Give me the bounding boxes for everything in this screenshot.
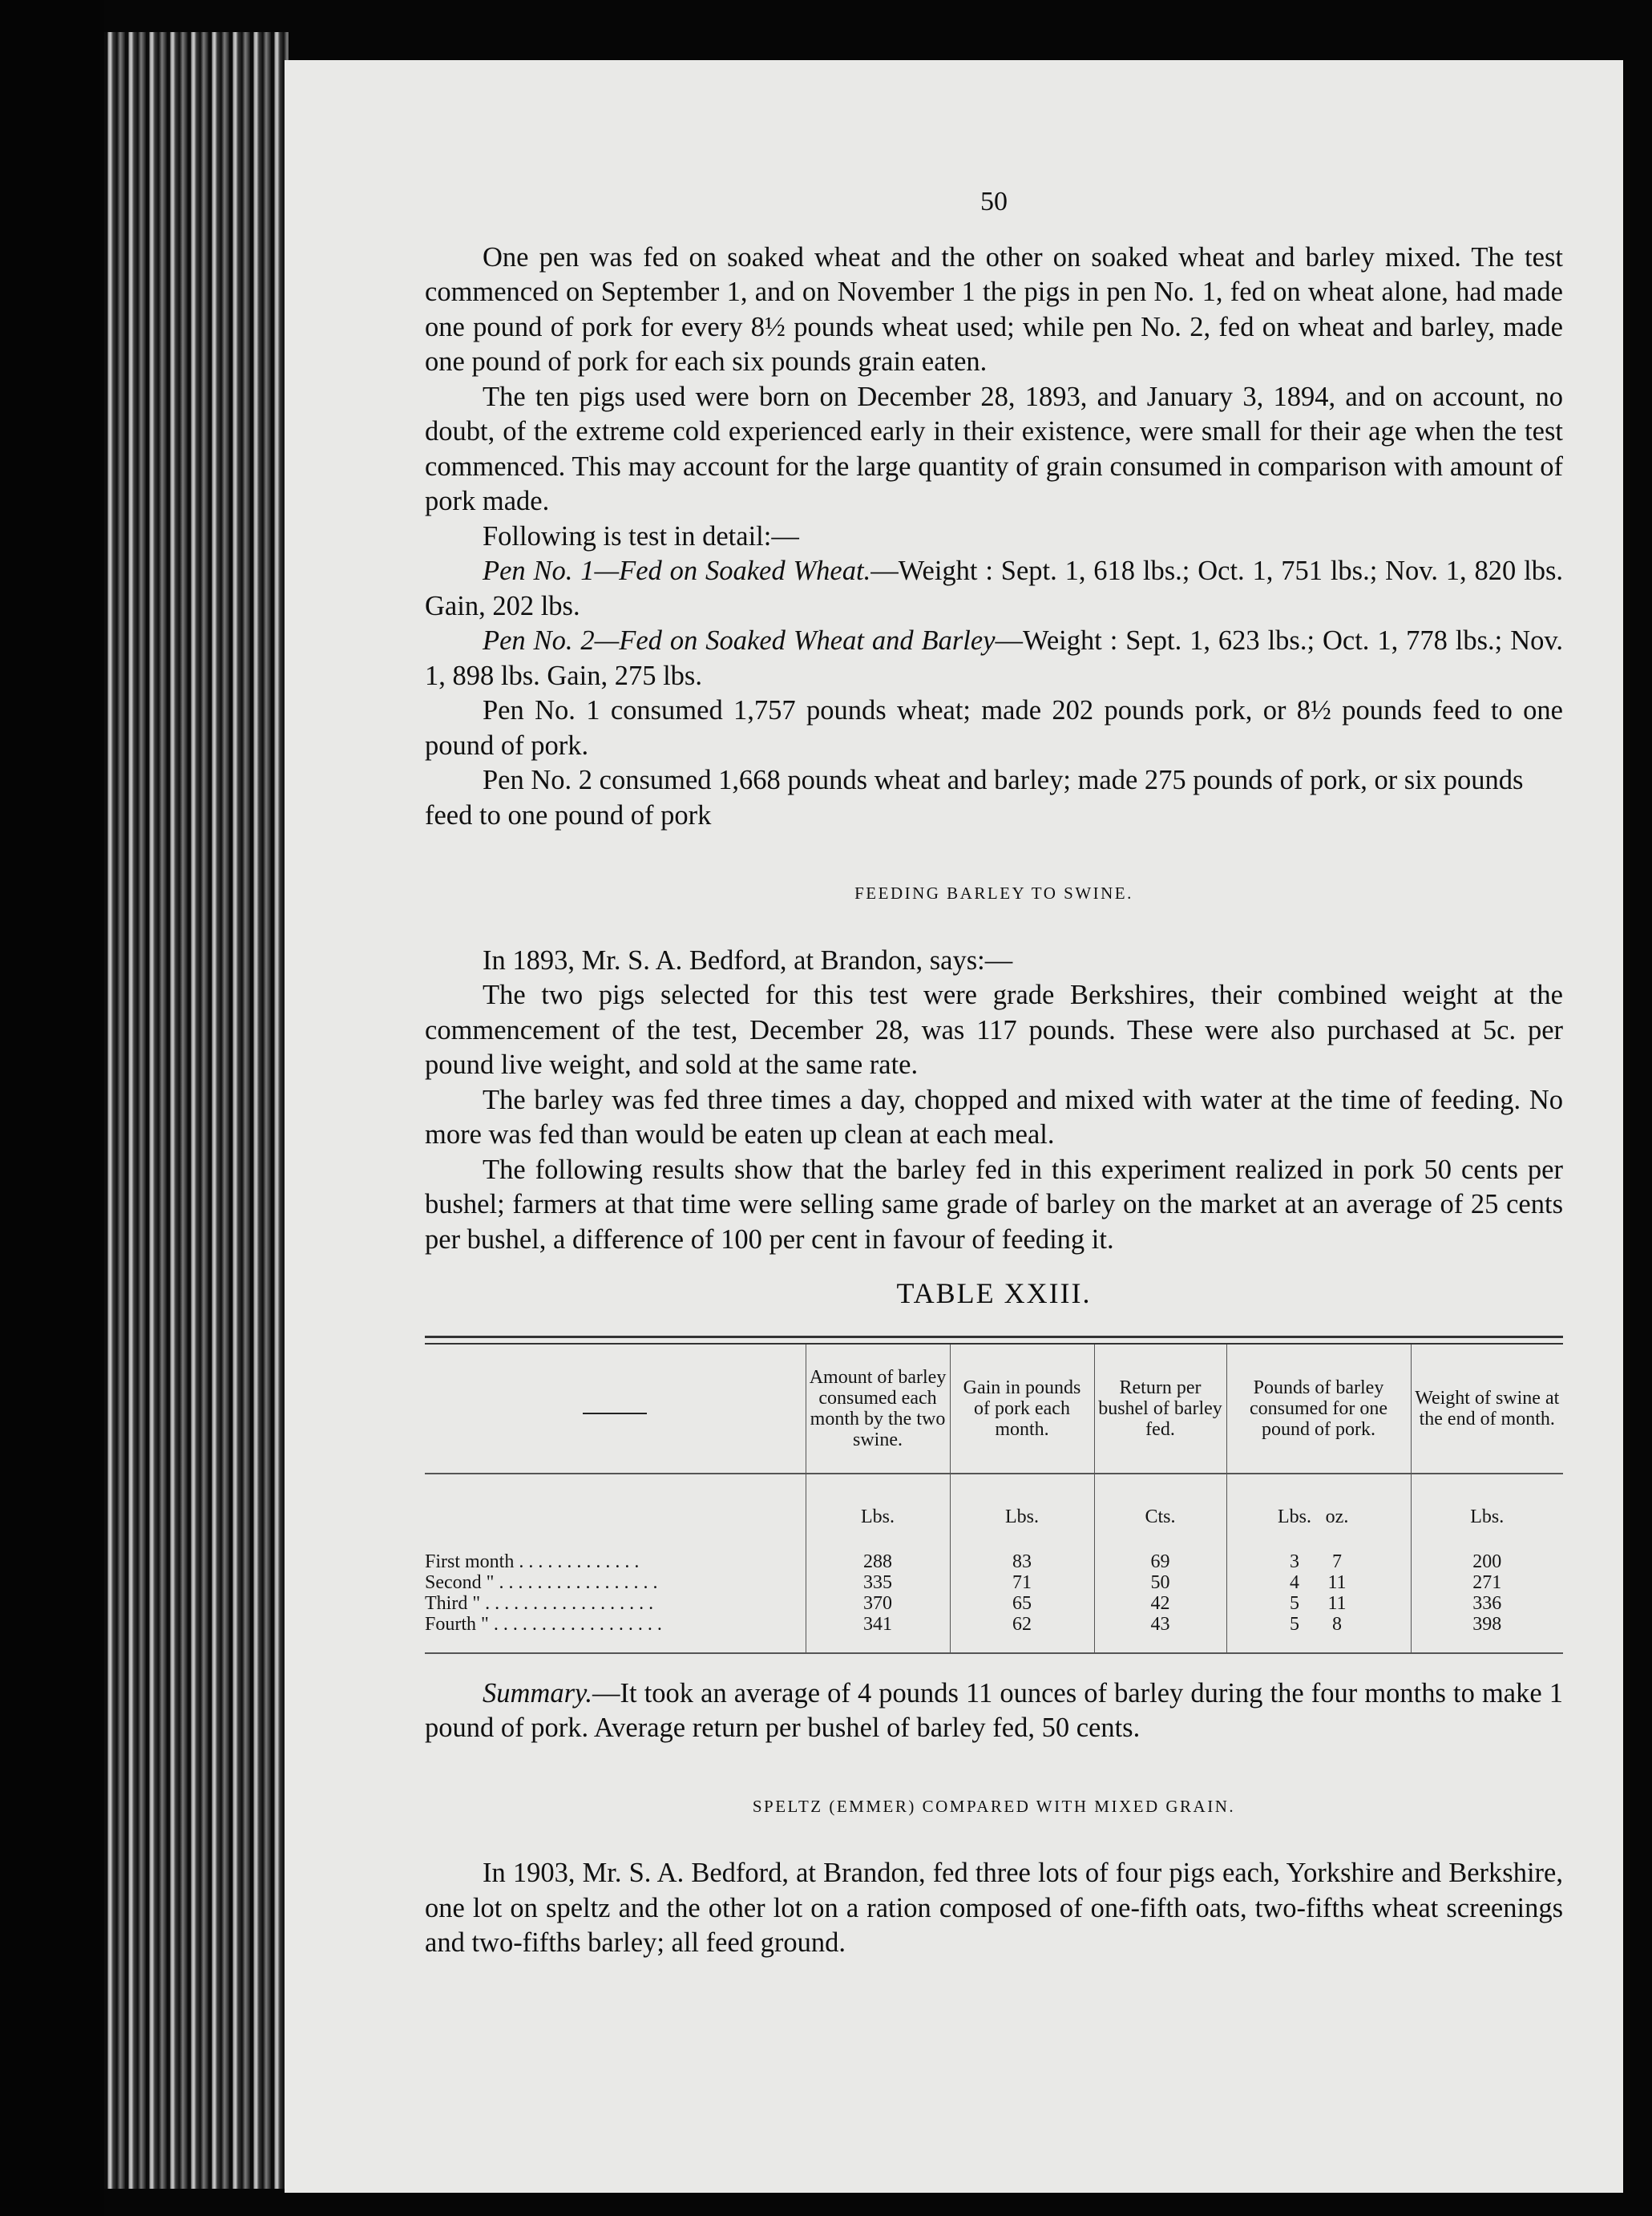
page-edges bbox=[104, 32, 289, 2189]
unit-lbs: Lbs. bbox=[1278, 1506, 1311, 1527]
table-top-rule bbox=[425, 1336, 1563, 1345]
leader-dots: .................. bbox=[493, 1613, 667, 1635]
cell-weight: 398 bbox=[1411, 1614, 1563, 1653]
cell-gain: 71 bbox=[950, 1572, 1094, 1593]
page-number: 50 bbox=[980, 187, 1008, 216]
section-heading: FEEDING BARLEY TO SWINE. bbox=[854, 884, 1133, 903]
table-header-row bbox=[425, 1345, 1563, 1474]
row-label: Third " bbox=[425, 1592, 481, 1614]
unit-oz: oz. bbox=[1325, 1506, 1349, 1527]
cell-weight: 336 bbox=[1411, 1593, 1563, 1614]
paragraph: Following is test in detail:— bbox=[483, 520, 799, 552]
summary-label: Summary. bbox=[483, 1677, 593, 1709]
cell-return: 43 bbox=[1094, 1614, 1226, 1653]
summary-paragraph bbox=[425, 1676, 1563, 1746]
stub-header bbox=[425, 1345, 806, 1474]
cell-barley: 288 bbox=[806, 1551, 950, 1572]
row-label: Second " bbox=[425, 1571, 495, 1593]
units-row bbox=[425, 1474, 1563, 1551]
paragraph: In 1893, Mr. S. A. Bedford, at Brandon, says:— bbox=[483, 944, 1013, 976]
paragraph: The two pigs selected for this test were grade Berkshires, their combined weight at the commencement of the test, December 28, was 117 pounds. These were also purchased at 5c. per pound live weight, and sold at the same rate. bbox=[425, 980, 1563, 1080]
column-header: Amount of barley consumed each month by the two swine. bbox=[806, 1345, 950, 1474]
paragraph: In 1903, Mr. S. A. Bedford, at Brandon, fed three lots of four pigs each, Yorkshire and Berkshire, one lot on speltz and the other lot on a ration composed of one-fifth oats, two-fifths wheat screenings and two-fifths barley; all feed ground. bbox=[425, 1858, 1563, 1958]
units-stub bbox=[425, 1474, 806, 1551]
section-heading: SPELTZ (EMMER) COMPARED WITH MIXED GRAIN. bbox=[752, 1796, 1236, 1816]
column-header: Weight of swine at the end of month. bbox=[1411, 1345, 1563, 1474]
cell-barley: 335 bbox=[806, 1572, 950, 1593]
table-title: TABLE XXIII. bbox=[896, 1277, 1092, 1309]
leader-dots: .................. bbox=[485, 1592, 659, 1614]
data-table bbox=[425, 1345, 1563, 1654]
table-row bbox=[425, 1551, 1563, 1572]
cell-gain: 83 bbox=[950, 1551, 1094, 1572]
cell-barley: 341 bbox=[806, 1614, 950, 1653]
cell-weight: 200 bbox=[1411, 1551, 1563, 1572]
cell-gain: 65 bbox=[950, 1593, 1094, 1614]
row-label: Fourth " bbox=[425, 1613, 489, 1635]
stub-dash bbox=[583, 1413, 647, 1414]
paragraph: The barley was fed three times a day, chopped and mixed with water at the time of feeding. No more was fed than would be eaten up clean at each meal. bbox=[425, 1084, 1563, 1150]
cell-lbs: 5 bbox=[1290, 1613, 1299, 1635]
column-header: Gain in pounds of pork each month. bbox=[950, 1345, 1094, 1474]
paragraph: Pen No. 2 consumed 1,668 pounds wheat and barley; made 275 pounds of pork, or six pounds feed to one pound of pork bbox=[425, 765, 1524, 831]
summary-text: —It took an average of 4 pounds 11 ounces of barley during the four months to make 1 pound of pork. Average return per bushel of barley fed, 50 cents. bbox=[425, 1677, 1563, 1743]
table-row bbox=[425, 1572, 1563, 1593]
cell-oz: 11 bbox=[1327, 1592, 1347, 1614]
pen2-text: —Weight : Sept. 1, 623 lbs.; Oct. 1, 778 lbs.; Nov. 1, 898 lbs. Gain, 275 lbs. bbox=[425, 625, 1563, 691]
table-row bbox=[425, 1614, 1563, 1653]
unit-cell bbox=[1226, 1474, 1411, 1551]
paragraph: Pen No. 1 consumed 1,757 pounds wheat; made 202 pounds pork, or 8½ pounds feed to one pound of pork. bbox=[425, 695, 1563, 761]
pen2-title: Pen No. 2—Fed on Soaked Wheat and Barley bbox=[483, 625, 996, 656]
cell-return: 42 bbox=[1094, 1593, 1226, 1614]
cell-lbs: 5 bbox=[1290, 1592, 1299, 1614]
row-label: First month bbox=[425, 1551, 515, 1572]
unit-cell: Lbs. bbox=[950, 1474, 1094, 1551]
unit-cell: Lbs. bbox=[806, 1474, 950, 1551]
unit-cell: Lbs. bbox=[1411, 1474, 1563, 1551]
cell-return: 69 bbox=[1094, 1551, 1226, 1572]
leader-dots: ............. bbox=[519, 1551, 644, 1572]
column-header: Pounds of barley consumed for one pound of pork. bbox=[1226, 1345, 1411, 1474]
cell-barley: 370 bbox=[806, 1593, 950, 1614]
cell-gain: 62 bbox=[950, 1614, 1094, 1653]
pen1-paragraph bbox=[425, 554, 1563, 624]
pen1-title: Pen No. 1—Fed on Soaked Wheat. bbox=[483, 556, 871, 586]
paragraph: The ten pigs used were born on December 28, 1893, and January 3, 1894, and on account, no doubt, of the extreme cold experienced early in their existence, were small for their age when the test commenced. This may account for the large quantity of grain consumed in comparison with amount of pork made. bbox=[425, 381, 1563, 516]
cell-lbs: 4 bbox=[1290, 1571, 1299, 1593]
column-header: Return per bushel of barley fed. bbox=[1094, 1345, 1226, 1474]
pen1-text: —Weight : Sept. 1, 618 lbs.; Oct. 1, 751 lbs.; Nov. 1, 820 lbs. Gain, 202 lbs. bbox=[425, 556, 1563, 621]
paragraph: The following results show that the barley fed in this experiment realized in pork 50 cents per bushel; farmers at that time were selling same grade of barley on the market at an average of 25 cents per bushel, a difference of 100 per cent in favour of feeding it. bbox=[425, 1154, 1563, 1255]
book-binding bbox=[0, 0, 104, 2216]
leader-dots: ................. bbox=[499, 1571, 663, 1593]
page-content bbox=[425, 184, 1563, 1961]
cell-return: 50 bbox=[1094, 1572, 1226, 1593]
cell-oz: 8 bbox=[1332, 1613, 1342, 1635]
cell-weight: 271 bbox=[1411, 1572, 1563, 1593]
cell-lbs: 3 bbox=[1290, 1551, 1299, 1572]
unit-cell: Cts. bbox=[1094, 1474, 1226, 1551]
table-row bbox=[425, 1593, 1563, 1614]
pen2-paragraph bbox=[425, 624, 1563, 694]
cell-oz: 11 bbox=[1327, 1571, 1347, 1593]
cell-oz: 7 bbox=[1332, 1551, 1342, 1572]
paragraph: One pen was fed on soaked wheat and the other on soaked wheat and barley mixed. The test commenced on September 1, and on November 1 the pigs in pen No. 1, fed on wheat alone, had made one pound of pork for every 8½ pounds wheat used; while pen No. 2, fed on wheat and barley, made one pound of pork for each six pounds grain eaten. bbox=[425, 241, 1563, 377]
